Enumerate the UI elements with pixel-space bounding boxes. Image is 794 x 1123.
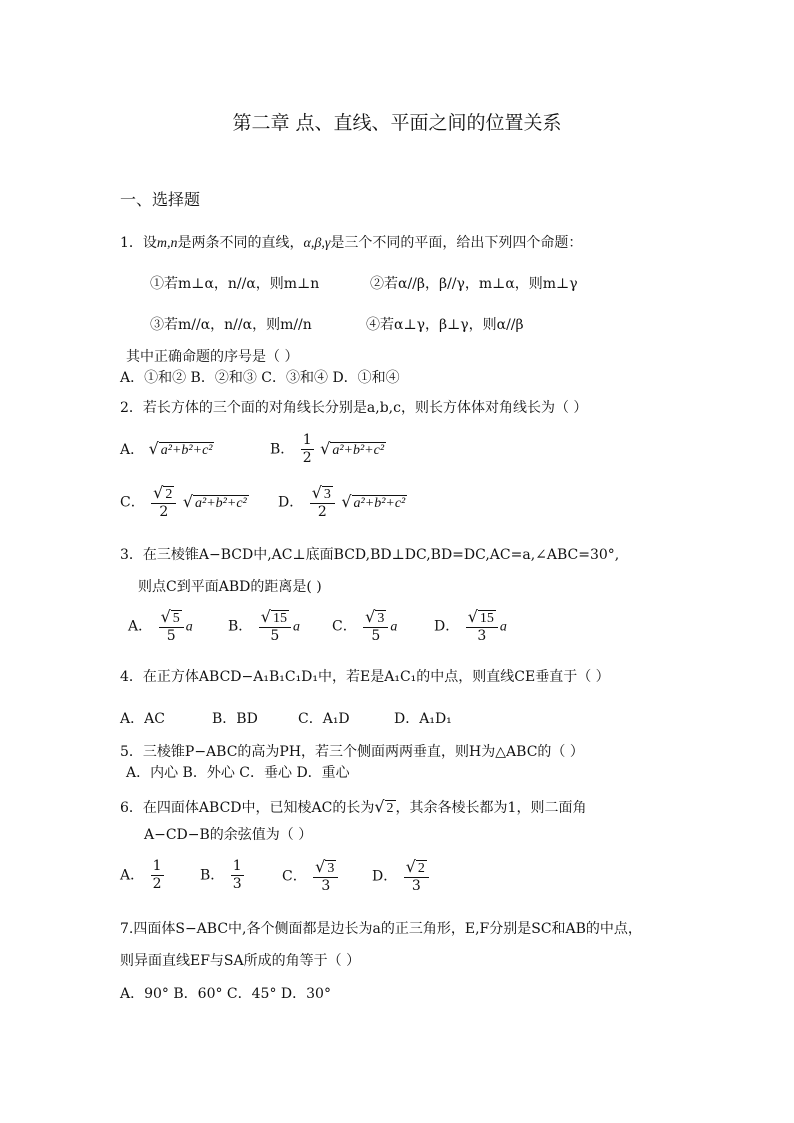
variable-a: a xyxy=(292,619,300,635)
q2-option-b xyxy=(270,432,386,467)
q2-option-c-label: C． xyxy=(120,494,145,511)
q4-option-c: C．A₁D xyxy=(298,711,350,727)
q1-stem xyxy=(120,234,582,253)
q2-option-d-label: D． xyxy=(278,494,304,511)
q3-option-d xyxy=(434,608,507,645)
q1-abg: α,β,γ xyxy=(303,236,331,251)
q4-option-d: D．A₁D₁ xyxy=(394,711,452,727)
denominator: 5 xyxy=(371,628,381,644)
q6-option-a-label: A． xyxy=(120,867,145,884)
q6-stem xyxy=(120,798,586,818)
fraction: $\frac{√ 3}{5}$ xyxy=(363,608,388,645)
radicand: a²+b²+c² xyxy=(353,495,406,511)
radicand: 2 xyxy=(386,801,394,816)
radicand: a²+b²+c² xyxy=(332,442,385,458)
section-heading: 一、选择题 xyxy=(120,190,201,209)
q1-stem-part-c: 是三个不同的平面，给出下列四个命题： xyxy=(330,235,583,251)
numerator: 1 xyxy=(302,432,312,448)
chapter-title: 第二章 点、直线、平面之间的位置关系 xyxy=(232,112,562,134)
sqrt-expression: √ a²+b²+c² xyxy=(182,491,247,511)
q1-proposition-4: ④若α⊥γ，β⊥γ，则α//β xyxy=(366,317,524,333)
q4-option-b: B．BD xyxy=(212,711,258,727)
denominator: 2 xyxy=(152,876,162,892)
q5-options: A．内心 B．外心 C．垂心 D．重心 xyxy=(126,765,350,781)
radicand: a²+b²+c² xyxy=(195,495,247,511)
radicand: a²+b²+c² xyxy=(160,443,213,458)
q2-option-a xyxy=(120,440,214,460)
q5-stem: 5．三棱锥P−ABC的高为PH，若三个侧面两两垂直，则H为△ABC的（ ） xyxy=(120,744,584,760)
q6-stem-part-b: ，其余各棱长都为1，则二面角 xyxy=(395,800,587,816)
q2-option-c xyxy=(120,484,249,521)
radicand: 3 xyxy=(323,487,331,502)
q1-proposition-1: ①若m⊥α，n//α，则m⊥n xyxy=(150,276,320,292)
q6-stem-part-a: 6．在四面体ABCD中，已知棱AC的长为 xyxy=(120,800,375,816)
q6-option-c xyxy=(282,858,340,895)
radicand: 2 xyxy=(417,861,425,876)
q6-option-b-label: B． xyxy=(200,867,225,884)
q2-option-a-label: A． xyxy=(120,442,145,458)
q4-option-a: A．AC xyxy=(120,711,165,727)
fraction xyxy=(301,432,314,467)
q3-option-a-label: A． xyxy=(128,618,153,635)
denominator: 2 xyxy=(317,504,327,520)
sqrt-expression: √ a²+b²+c² xyxy=(341,491,406,511)
q6-option-d xyxy=(372,858,431,895)
q1-ask: 其中正确命题的序号是（ ） xyxy=(126,349,299,365)
q7-stem: 7.四面体S−ABC中,各个侧面都是边长为a的正三角形，E,F分别是SC和AB的中点， xyxy=(120,921,642,937)
q3-stem: 3．在三棱锥A−BCD中,AC⊥底面BCD,BD⊥DC,BD=DC,AC=a,∠ABC=30°, xyxy=(120,547,620,563)
denominator: 3 xyxy=(321,878,331,894)
q2-stem: 2．若长方体的三个面的对角线长分别是a,b,c，则长方体体对角线长为（ ） xyxy=(120,400,588,416)
q1-proposition-2: ②若α//β，β//γ，m⊥α，则m⊥γ xyxy=(370,276,578,292)
q6-option-a xyxy=(120,858,166,893)
denominator: 3 xyxy=(411,878,421,894)
q2-option-b-label: B． xyxy=(270,441,295,458)
fraction: $\frac{√ 2}{3}$ xyxy=(404,858,429,895)
fraction: $\frac{√ 2}{2}$ xyxy=(151,484,176,521)
q3-option-c xyxy=(332,608,397,645)
q1-stem-part-a: 1．设 xyxy=(120,235,157,251)
denominator: 3 xyxy=(232,876,242,892)
numerator: 1 xyxy=(152,858,162,874)
fraction: $\frac{√ 3}{3}$ xyxy=(313,858,338,895)
radicand: 15 xyxy=(479,611,494,626)
q6-stem-continued: A−CD−B的余弦值为（ ） xyxy=(144,827,313,843)
q7-stem-continued: 则异面直线EF与SA所成的角等于（ ） xyxy=(120,953,361,969)
fraction: $\frac{√ 3}{2}$ xyxy=(310,484,335,521)
q4-stem: 4．在正方体ABCD−A₁B₁C₁D₁中，若E是A₁C₁的中点，则直线CE垂直于（ ） xyxy=(120,669,610,685)
q1-mn: m,n xyxy=(156,236,178,251)
q3-option-b xyxy=(228,608,300,645)
radicand: 15 xyxy=(272,611,287,626)
q1-stem-part-b: 是两条不同的直线， xyxy=(177,235,304,251)
sqrt-expression: √ a²+b²+c² xyxy=(320,438,385,458)
fraction: $\frac{√ 5}{5}$ xyxy=(159,608,184,645)
q3-stem-continued: 则点C到平面ABD的距离是( ) xyxy=(138,579,322,595)
sqrt-expression: √ a²+b²+c² xyxy=(148,439,213,458)
fraction: $\frac{√ 15}{5}$ xyxy=(259,608,291,645)
radicand: 5 xyxy=(172,611,180,626)
variable-a: a xyxy=(390,619,398,635)
q7-options: A．90° B．60° C．45° D．30° xyxy=(120,986,331,1002)
denominator: 5 xyxy=(166,628,176,644)
q6-option-d-label: D． xyxy=(372,868,398,885)
q1-proposition-3: ③若m//α，n//α，则m//n xyxy=(150,317,312,333)
denominator: 2 xyxy=(302,450,312,466)
sqrt-expression: √ 2 xyxy=(374,797,394,816)
fraction xyxy=(151,858,164,893)
fraction: $\frac{√ 15}{3}$ xyxy=(466,608,498,645)
q3-option-b-label: B． xyxy=(228,618,253,635)
numerator: 1 xyxy=(232,858,242,874)
variable-a: a xyxy=(185,619,193,635)
radicand: 2 xyxy=(165,487,173,502)
q6-option-c-label: C． xyxy=(282,868,307,885)
radicand: 3 xyxy=(327,861,335,876)
q3-option-a xyxy=(128,608,193,645)
variable-a: a xyxy=(499,619,507,635)
denominator: 5 xyxy=(270,628,280,644)
radicand: 3 xyxy=(377,611,385,626)
fraction xyxy=(231,858,244,893)
q6-option-b xyxy=(200,858,246,893)
denominator: 3 xyxy=(477,628,487,644)
q3-option-c-label: C． xyxy=(332,618,357,635)
denominator: 2 xyxy=(159,504,169,520)
q2-option-d xyxy=(278,484,407,521)
q3-option-d-label: D． xyxy=(434,618,460,635)
q1-options: A．①和② B．②和③ C．③和④ D．①和④ xyxy=(120,370,400,386)
